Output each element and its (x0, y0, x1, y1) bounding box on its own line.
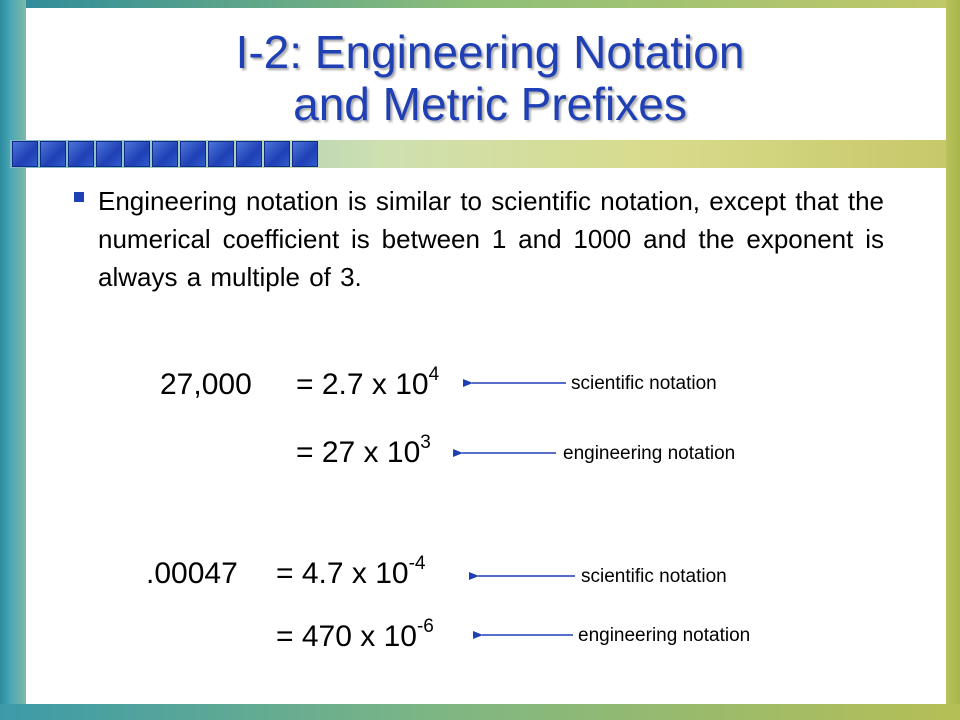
example2-scientific-note: scientific notation (581, 566, 727, 587)
expression-base: = 27 x 10 (296, 436, 421, 469)
expression-exponent: -6 (416, 616, 434, 637)
title-line-1: I-2: Engineering Notation (235, 26, 745, 78)
bullet-text: Engineering notation is similar to scientific notation, except that the numerical coefficient is between 1 and 1000 and the exponent is always a multiple of 3. (98, 186, 884, 292)
expression-base: = 470 x 10 (276, 620, 417, 653)
example2-lhs: .00047 (146, 557, 238, 590)
title-line-2: and Metric Prefixes (293, 78, 687, 130)
expression-exponent: 3 (420, 432, 431, 453)
expression-base: = 4.7 x 10 (276, 557, 409, 590)
example2-engineering-note: engineering notation (578, 625, 751, 646)
expression-exponent: 4 (428, 364, 440, 385)
example1-lhs: 27,000 (160, 368, 252, 401)
example1-engineering-note: engineering notation (563, 443, 736, 464)
expression-base: = 2.7 x 10 (296, 368, 429, 401)
example1-scientific-note: scientific notation (571, 373, 717, 394)
expression-exponent: -4 (408, 553, 426, 574)
